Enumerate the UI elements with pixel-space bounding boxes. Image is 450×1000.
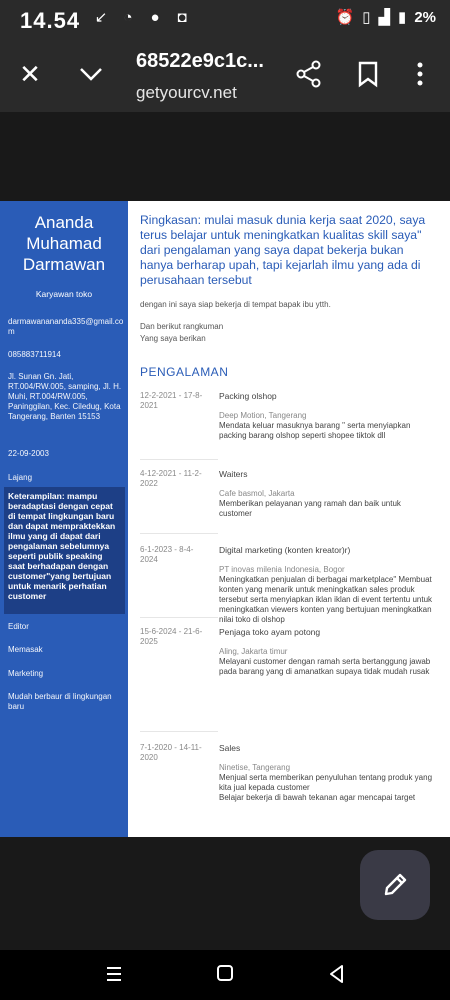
battery-icon: ▮ — [398, 9, 407, 26]
bookmark-icon[interactable] — [356, 60, 380, 88]
custom-tab-toolbar — [0, 42, 450, 112]
experience-company: Aling, Jakarta timur — [219, 647, 288, 656]
cv-main — [128, 201, 450, 837]
experience-desc: Mendata keluar masuknya barang " serta menyiapkan packing barang olshop seperti shopee tiktok dll — [219, 421, 411, 440]
candidate-marital-status: Lajang — [8, 473, 33, 482]
whatsapp-icon: ◔ — [123, 9, 133, 26]
experience-date: 12-2-2021 - 17-8-2021 — [140, 391, 203, 410]
closing-line-2: Yang saya berikan — [140, 334, 206, 343]
divider — [140, 459, 218, 460]
status-time: 14.54 — [20, 8, 81, 33]
experience-desc: Menjual serta memberikan penyuluhan tentang produk yang kita jual kepada customer Belajar bekerja di bawah tekanan agar mencapai target — [219, 773, 433, 802]
signal-icon: ▟ — [378, 9, 391, 26]
share-icon[interactable] — [296, 60, 322, 88]
notification-icons — [92, 9, 191, 27]
summary-text: Ringkasan: mulai masuk dunia kerja saat 2020, saya terus belajar untuk meningkatkan kualitas skill saya" dari pengalaman yang saya dapat bekerja bukan hanya berharap upah, tapi kejarlah ilmu yang ada di perusahaan tersebut — [140, 213, 426, 287]
candidate-phone: 085883711914 — [8, 350, 61, 359]
missed-call-icon: ↙ — [94, 9, 108, 26]
skill-item: Memasak — [8, 645, 43, 654]
system-nav-bar — [0, 950, 450, 1000]
chevron-down-icon[interactable] — [78, 62, 104, 86]
experience-desc: Meningkatkan penjualan di berbagai marketplace" Membuat konten yang menarik untuk meningkatkan sales produk tersebut serta menyiapkan iklan iklan di event tertentu untuk meningkatkan viewers konten yang bertujuan meningkatkan nilai toko di olshop — [219, 575, 433, 624]
experience-heading: PENGALAMAN — [140, 365, 229, 379]
home-icon[interactable] — [215, 963, 235, 983]
candidate-dob: 22-09-2003 — [8, 449, 49, 458]
close-icon[interactable]: ✕ — [19, 59, 41, 89]
status-bar — [0, 0, 450, 42]
page-domain: getyourcv.net — [136, 83, 237, 102]
divider — [140, 731, 218, 732]
cv-document — [0, 201, 450, 837]
more-vert-icon[interactable] — [412, 60, 428, 88]
experience-date: 15-6-2024 - 21-6-2025 — [140, 627, 203, 646]
experience-date: 6-1-2023 - 8-4-2024 — [140, 545, 194, 564]
pencil-icon — [360, 850, 430, 920]
experience-title: Sales — [219, 743, 241, 753]
closing-line-1: Dan berikut rangkuman — [140, 322, 224, 331]
experience-title: Digital marketing (konten kreator)r) — [219, 545, 351, 555]
divider — [140, 617, 218, 618]
experience-desc: Melayani customer dengan ramah serta bertanggung jawab pada barang yang di amanatkan supaya tidak mudah rusak — [219, 657, 431, 676]
experience-title: Penjaga toko ayam potong — [219, 627, 321, 637]
experience-title: Packing olshop — [219, 391, 277, 401]
url-block[interactable] — [136, 50, 264, 103]
page-background-top — [0, 112, 450, 201]
skill-highlight-text: Keterampilan: mampu beradaptasi dengan cepat di tempat lingkungan baru dan dapat mempraktekkan ilmu yang di dapat dari pengalaman sebelumnya seperti publik speaking saat berhadapan dengan customer"yang bertujuan untuk menarik perhatian customer — [8, 491, 116, 601]
alarm-icon: ⏰ — [335, 9, 355, 26]
battery-percentage: 2% — [414, 8, 436, 26]
skill-item: Editor — [8, 622, 29, 631]
experience-desc: Memberikan pelayanan yang ramah dan baik untuk customer — [219, 499, 401, 518]
system-icons — [336, 8, 436, 26]
back-icon[interactable] — [327, 963, 347, 985]
intro-line: dengan ini saya siap bekerja di tempat bapak ibu ytth. — [140, 300, 331, 309]
experience-company: Deep Motion, Tangerang — [219, 411, 307, 420]
skill-item: Marketing — [8, 669, 44, 678]
experience-date: 4-12-2021 - 11-2-2022 — [140, 469, 202, 488]
recent-apps-icon[interactable] — [104, 964, 124, 984]
skill-item: Mudah berbaur di lingkungan baru — [8, 692, 112, 711]
experience-date: 7-1-2020 - 14-11-2020 — [140, 743, 202, 762]
experience-company: Ninetise, Tangerang — [219, 763, 291, 772]
divider — [140, 533, 218, 534]
experience-company: Cafe basmol, Jakarta — [219, 489, 295, 498]
skill-highlight-box — [4, 487, 125, 614]
experience-title: Waiters — [219, 469, 248, 479]
candidate-job-title: Karyawan toko — [35, 289, 93, 299]
instagram-icon: ◘ — [177, 9, 187, 26]
vibrate-icon: ▯ — [362, 9, 371, 26]
candidate-email: darmawanananda335@gmail.com — [8, 317, 124, 336]
experience-company: PT inovas milenia Indonesia, Bogor — [219, 565, 345, 574]
chat-icon: ● — [150, 9, 160, 26]
candidate-name: Ananda Muhamad Darmawan — [22, 213, 106, 274]
edit-button[interactable] — [360, 850, 430, 920]
cv-sidebar — [0, 201, 128, 837]
page-title: 68522e9c1c... — [136, 50, 264, 72]
candidate-address: Jl. Sunan Gn. Jati, RT.004/RW.005, samping, Jl. H. Muhi, RT.004/RW.005, Paninggilan, Kec. Ciledug, Kota Tangerang, Banten 15153 — [8, 372, 122, 421]
